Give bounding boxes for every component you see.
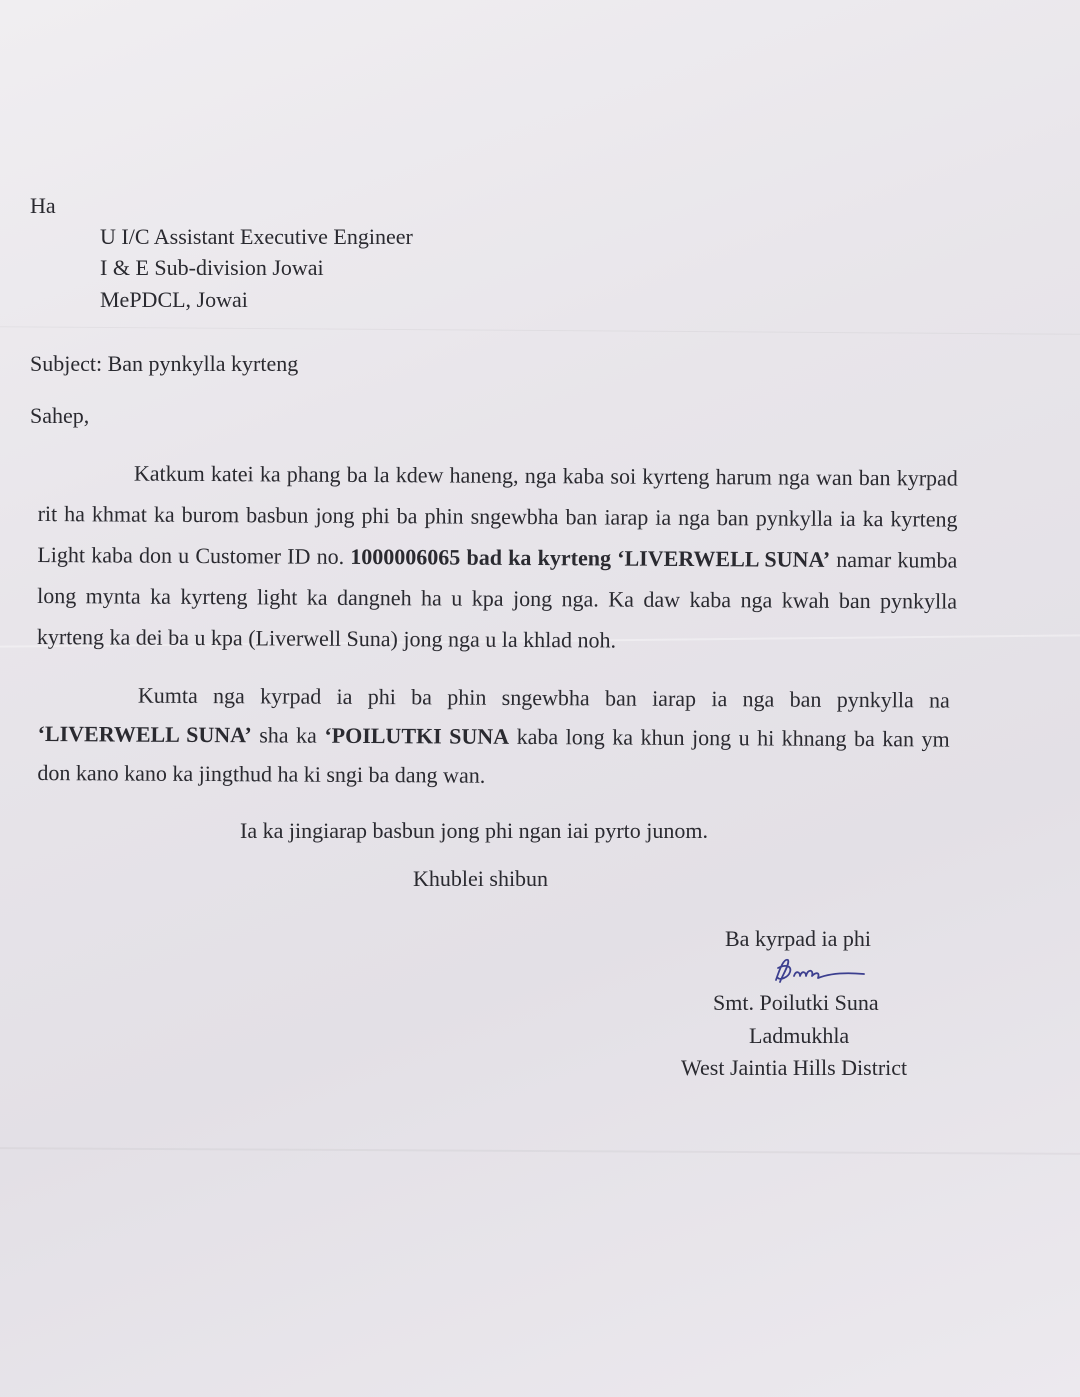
salutation: Sahep,: [30, 403, 90, 428]
paper-crease: [0, 1147, 1080, 1155]
customer-id-bold: 1000006065 bad ka kyrteng ‘LIVERWELL SUNA’: [350, 543, 831, 572]
paragraph-text: Katkum katei ka phang ba la kdew haneng, nga kaba soi kyrteng harum nga wan ban kyrpad rit ha khmat ka burom basbun jong phi ba phin sngewbha ban iarap ia nga ban pynkylla ia ka kyrteng Light kaba don u Customer ID no.: [37, 460, 958, 569]
handwritten-signature: [768, 950, 868, 990]
recipient-label: Ha: [30, 193, 56, 218]
subject-line: Subject: Ban pynkylla kyrteng: [30, 351, 299, 376]
body-paragraph-2: [37, 675, 950, 798]
paper-crease: [0, 326, 1080, 335]
paragraph-text: kaba long ka khun jong u hi khnang ba kan ym don kano kano ka jingthud ha ki sngi ba dang wan.: [37, 723, 950, 788]
recipient-address-line-1: U I/C Assistant Executive Engineer: [100, 224, 413, 249]
new-name-bold: ‘POILUTKI SUNA: [324, 722, 510, 749]
signer-place: Ladmukhla: [749, 1023, 850, 1048]
paragraph-text: Kumta nga kyrpad ia phi ba phin sngewbha ban iarap ia nga ban pynkylla na: [137, 682, 950, 713]
signer-district: West Jaintia Hills District: [681, 1055, 908, 1080]
body-paragraph-1: [37, 452, 958, 663]
recipient-address-line-2: I & E Sub-division Jowai: [100, 255, 324, 280]
paragraph-text: sha ka: [251, 722, 325, 748]
recipient-address-line-3: MePDCL, Jowai: [100, 287, 248, 312]
thanks-line: Khublei shibun: [413, 866, 549, 891]
old-name-bold: ‘LIVERWELL SUNA’: [37, 720, 252, 748]
sign-off: Ba kyrpad ia phi: [725, 926, 872, 951]
signer-name: Smt. Poilutki Suna: [713, 990, 879, 1015]
closing-line: Ia ka jingiarap basbun jong phi ngan iai pyrto junom.: [240, 818, 709, 843]
paragraph-text: namar kumba long mynta ka kyrteng light ka dangneh ha u kpa jong nga. Ka daw kaba nga kwah ban pynkylla kyrteng ka dei ba u kpa (Liverwell Suna) jong nga u la khlad noh.: [36, 546, 958, 653]
